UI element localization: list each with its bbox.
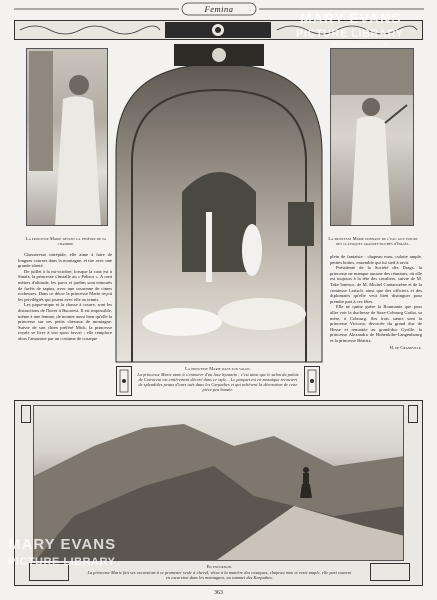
watermark-bottom-sub: PICTURE LIBRARY — [8, 556, 116, 568]
left-paragraph-1: Chasseresse intrépide, elle aime à faire de longues courses dans la montagne, et tire avec une grande sûreté. — [18, 252, 112, 269]
salon-arch-frame — [112, 42, 326, 364]
center-photo-salon — [112, 42, 326, 364]
caption-right-photo: La princesse Marie donnant de l'eau aux fleurs des classiques grandes-duchés d'Israël. — [328, 236, 418, 247]
page-number: 363 — [214, 590, 223, 596]
watermark-top-sub: PICTURE LIBRARY — [296, 28, 404, 40]
ornament-box-bottom-left — [21, 405, 31, 423]
photo-princess-at-window — [26, 48, 108, 226]
caption-center-body: La princesse Marie aime à s'entourer d'un luxe byzantin : c'est ainsi que le salon du palais de Cotroceni est entièrement décoré dans ce style... Le parquet est en mosaïque recouvert de splendides peaux d'ours tués dans les Carpathes et qui achèvent la décoration de cette pièce peu banale. — [137, 372, 299, 392]
watermark-top-url: www.maryevans.com — [332, 42, 389, 48]
photo-princess-watering-flowers — [330, 48, 414, 226]
princess-figure-right — [331, 49, 414, 226]
right-paragraph-1: plein de fantaisie : chapeau mou, culotte ample, petites bottes, ensemble qui lui sied à ravir. — [330, 254, 422, 265]
ornament-box-right — [304, 366, 320, 396]
masthead-title: Femina — [204, 4, 234, 14]
right-paragraph-2: Présidente de la Société des Drags, la princesse ne manque aucune des réunions, où elle est toujours à la tête des cavaliers, suivie de M. Take Ionesco, de M. Michel Cantacuzène et de la comtesse Larisch, ainsi que des officiers et des diplomates qu'elle veut bien distinguer pour prendre part à ces fêtes. — [330, 265, 422, 304]
watermark-top-brand: MARY EVANS — [300, 10, 402, 26]
signature: H. de Grandville. — [389, 344, 422, 350]
left-paragraph-3: Les pique-nique et la chasse à courre, sont les distractions de l'hiver à Bucarest. Il est impossible, même à une femme, de monter aussi bien qu'elle la princesse sur ses petits chevaux de montagne. Suivie de son chien préféré Mick, la princesse royale se livre à son sport favori ; elle remplace alors l'amazone par un costume de cosaque — [18, 302, 112, 341]
caption-bottom-body: La princesse Marie fait ses excursions à se promener seule à cheval, vêtue à la manière des cosaques, chapeau mou et veste ample, elle part souvent en excursion dans les montagnes, au sommet des Karpathes. — [87, 570, 352, 580]
watermark-bottom-brand: MARY EVANS — [8, 536, 117, 553]
right-paragraph-3: Elle ne quitte guère la Roumanie que pour aller voir la duchesse de Saxe-Cobourg Gotha, sa mère, à Cobourg. Ses trois sœurs sont la princesse Victoria, divorcée du grand duc de Hesse et remariée au grand-duc Cyrille, la princesse Alexandra de Hohenlohe-Langenbourg et la princesse Béatrix. — [330, 304, 422, 343]
caption-bottom-title: En excursion. — [206, 564, 233, 569]
ornament-box-left — [116, 366, 132, 396]
caption-center-title: La princesse Marie dans son salon. — [185, 366, 251, 371]
ornament-box-bottom-right — [408, 405, 418, 423]
right-text-column — [330, 254, 422, 350]
princess-figure-left — [27, 49, 108, 226]
ornament-box-caption-right — [370, 563, 410, 581]
caption-left-photo: La princesse Marie devant la fenêtre de sa chambre. — [25, 236, 107, 247]
left-paragraph-2: De juillet à la mi-octobre, lorsque la cour est à Sinaïa, la princesse s'installe au « Pelisor ». A cent mètres d'altitude, les parcs et jardins sont entourés de forêts de sapins, avec une couronne de cimes rocheuses. Dans ce décor la princesse Marie reçoit les privilégiés qui jouent avec elle au tennis. — [18, 268, 112, 302]
left-text-column — [18, 252, 112, 342]
